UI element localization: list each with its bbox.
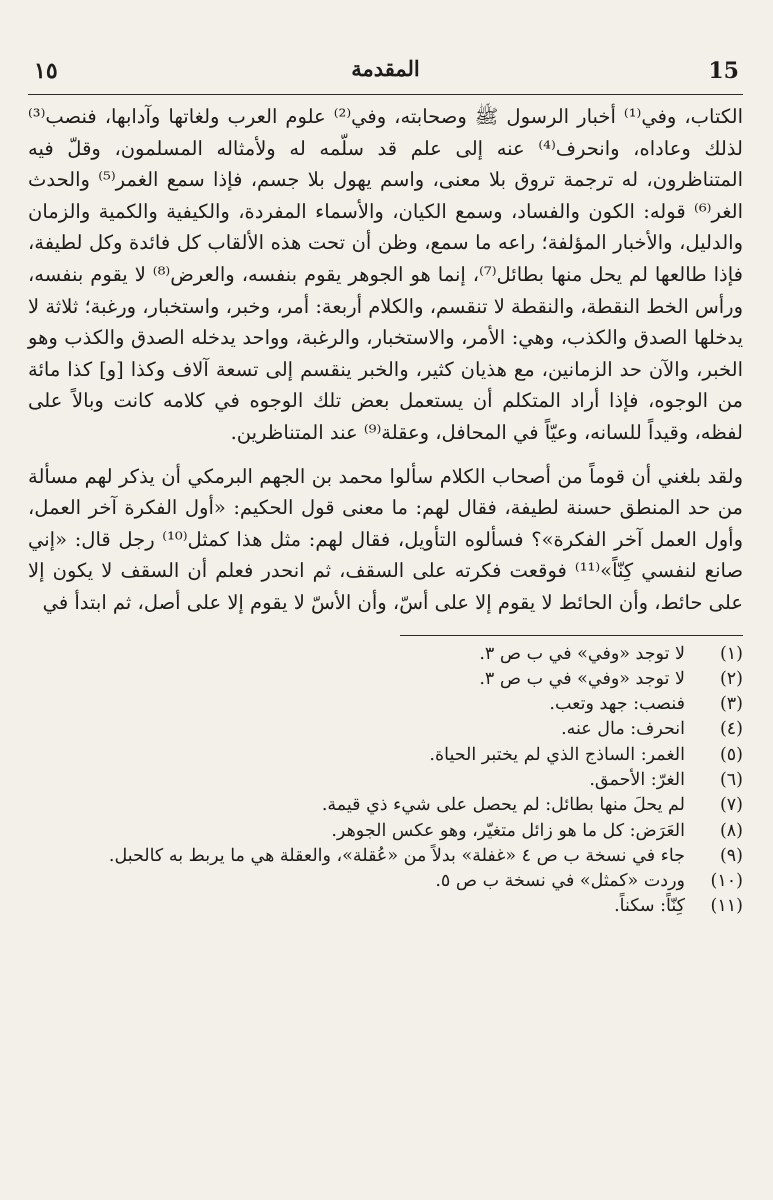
page-header	[28, 58, 743, 95]
footnote-text: كِنّاً: سكناً.	[614, 896, 685, 917]
footnote-number: (٥)	[719, 744, 743, 765]
page-number-latin: 15	[708, 58, 739, 84]
footnote	[28, 642, 743, 667]
footnote-number: (١)	[719, 643, 743, 664]
footnote-number: (٢)	[719, 668, 743, 689]
paragraph-2: ولقد بلغني أن قوماً من أصحاب الكلام سألوا محمد بن الجهم البرمكي أن يذكر لهم مسألة من حد المنطق حسنة لطيفة، فقال لهم: ما معنى قول الحكيم: «أول الفكرة آخر العمل، وأول العمل آخر الفكرة»؟ فسألوه التأويل، فقال لهم: مثل هذا كمثل⁽¹⁰⁾ رجل قال: «إني صانع لنفسي كِنّاً»⁽¹¹⁾ فوقعت فكرته على السقف، ثم انحدر فعلم أن السقف لا يكون إلا على حائط، وأن الحائط لا يقوم إلا على أسّ، وأن الأسّ لا يقوم إلا على أصل، ثم ابتدأ في	[28, 464, 744, 614]
footnote-text: انحرف: مال عنه.	[561, 719, 685, 740]
footnote	[28, 869, 743, 894]
footnote	[28, 692, 743, 717]
footnote-number: (٤)	[719, 719, 743, 740]
footnote	[28, 894, 743, 919]
footnote-number: (٧)	[719, 795, 743, 816]
footnote	[28, 768, 743, 793]
footnote-number: (٦)	[719, 769, 743, 790]
footnote	[28, 717, 743, 742]
footnote-text: الغمر: الساذج الذي لم يختبر الحياة.	[429, 744, 685, 765]
footnote-number: (٩)	[719, 845, 743, 866]
footnote-text: العَرَض: كل ما هو زائل متغيّر، وهو عكس الجوهر.	[331, 820, 685, 841]
chapter-title: المقدمة	[351, 56, 420, 81]
page-number-arabic: ١٥	[34, 58, 58, 84]
footnote-number: (٨)	[719, 820, 743, 841]
footnote	[28, 819, 743, 844]
footnote-text: لا توجد «وفي» في ب ص ٣.	[479, 643, 685, 664]
footnote-text: لا توجد «وفي» في ب ص ٣.	[479, 668, 685, 689]
footnote-number: (١٠)	[710, 871, 743, 892]
footnotes	[28, 642, 743, 920]
footnote-number: (١١)	[710, 896, 743, 917]
footnote-number: (٣)	[719, 694, 743, 715]
footnote-text: فنصب: جهد وتعب.	[549, 694, 685, 715]
footnote	[28, 844, 743, 869]
footnote-text: لم يحلَ منها بطائل: لم يحصل على شيء ذي قيمة.	[321, 795, 685, 816]
footnote-text: جاء في نسخة ب ص ٤ «غفلة» بدلاً من «عُقلة»، والعقلة هي ما يربط به كالحبل.	[108, 845, 685, 866]
footnote	[28, 743, 743, 768]
main-text	[28, 101, 743, 619]
footnote-text: الغرّ: الأحمق.	[589, 769, 685, 790]
footnote-text: وردت «كمثل» في نسخة ب ص ٥.	[435, 871, 685, 892]
footnote-separator	[400, 635, 743, 636]
paragraph-1: الكتاب، وفي⁽¹⁾ أخبار الرسول ﷺ وصحابته، وفي⁽²⁾ علوم العرب ولغاتها وآدابها، فنصب⁽³⁾ لذلك وعاداه، وانحرف⁽⁴⁾ عنه إلى علم قد سلّمه له ولأمثاله المسلمون، وقلّ فيه المتناظرون، له ترجمة تروق بلا معنى، واسم يهول بلا جسم، فإذا سمع الغمر⁽⁵⁾ والحدث الغر⁽⁶⁾ قوله: الكون والفساد، وسمع الكيان، والأسماء المفردة، والكيفية والكمية والزمان والدليل، والأخبار المؤلفة؛ راعه ما سمع، وظن أن تحت هذه الألقاب كل فائدة وكل لطيفة، فإذا طالعها لم يحل منها بطائل⁽⁷⁾، إنما هو الجوهر يقوم بنفسه، والعرض⁽⁸⁾ لا يقوم بنفسه، ورأس الخط النقطة، والنقطة لا تنقسم، والكلام أربعة: أمر، وخبر، واستخبار، ورغبة؛ ثلاثة لا يدخلها الصدق والكذب، وهي: الأمر، والاستخبار، والرغبة، وواحد يدخله الصدق والكذب وهو الخبر، والآن حد الزمانين، مع هذيان كثير، والخبر ينقسم إلى تسعة آلاف وكذا [و] كذا مائة من الوجوه، فإذا أراد المتكلم أن يستعمل بعض تلك الوجوه في كلامه كانت وبالاً على لفظه، وقيداً للسانه، وعيّاً في المحافل، وعقلة⁽⁹⁾ عند المتناظرين.	[28, 105, 743, 444]
footnote	[28, 667, 743, 692]
footnote	[28, 793, 743, 818]
